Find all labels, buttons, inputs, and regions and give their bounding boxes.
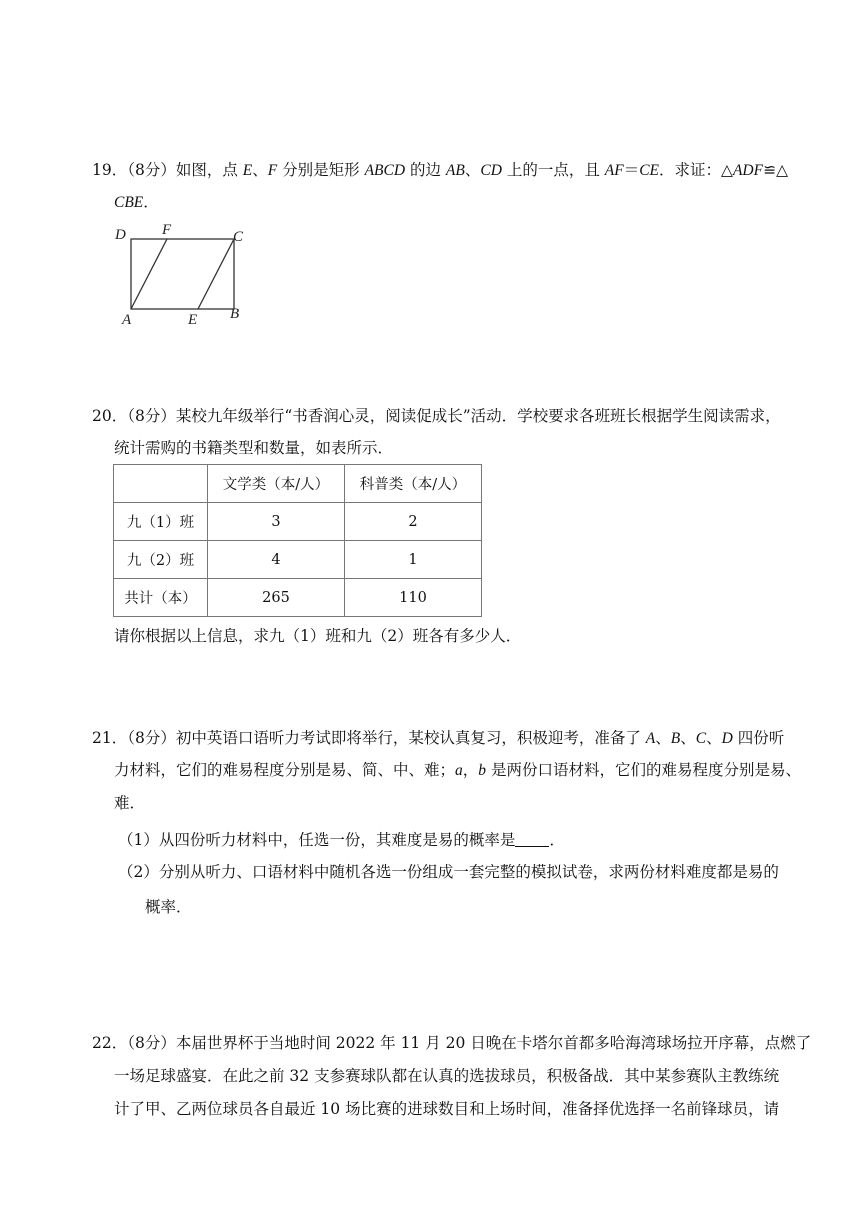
table-cell: 九（1）班 <box>114 503 208 541</box>
q21-sub-question-2-line-1: （2）分别从听力、口语材料中随机各选一份组成一套完整的模拟试卷，求两份材料难度都是易的 <box>118 863 779 881</box>
label-d: D <box>115 227 126 243</box>
q20-line-1: 20．（8分）某校九年级举行“书香润心灵，阅读促成长”活动．学校要求各班班长根据学生阅读需求， <box>92 407 781 425</box>
table-cell: 共计（本） <box>114 579 208 617</box>
label-b: B <box>230 306 240 322</box>
q19-line-2: CBE． <box>114 193 159 211</box>
table-cell: 110 <box>345 579 482 617</box>
table-cell: 九（2）班 <box>114 541 208 579</box>
table-cell: 3 <box>208 503 345 541</box>
segment-ec <box>198 239 234 309</box>
table-cell: 4 <box>208 541 345 579</box>
table-header-cell: 文学类（本/人） <box>208 465 345 503</box>
q22-line-1: 22．（8分）本届世界杯于当地时间 2022 年 11 月 20 日晚在卡塔尔首都多哈海湾球场拉开序幕，点燃了 <box>92 1034 812 1052</box>
q20-question: 请你根据以上信息，求九（1）班和九（2）班各有多少人． <box>114 627 522 645</box>
label-a: A <box>122 312 132 328</box>
table-row <box>114 541 482 579</box>
label-e: E <box>188 312 198 328</box>
q21-sub-question-1: （1）从四份听力材料中，任选一份，其难度是易的概率是 ． <box>118 831 565 849</box>
label-c: C <box>233 229 244 245</box>
rectangle-figure <box>112 220 252 330</box>
table-header-cell <box>114 465 208 503</box>
table-cell: 2 <box>345 503 482 541</box>
segment-af <box>131 239 167 309</box>
table-cell: 1 <box>345 541 482 579</box>
q21-line-1: 21．（8分）初中英语口语听力考试即将举行，某校认真复习，积极迎考，准备了 A、B、C、D 四份听 <box>92 729 785 747</box>
q21-sub-question-2-line-2: 概率． <box>145 898 192 916</box>
q20-line-2: 统计需购的书籍类型和数量，如表所示． <box>114 439 394 457</box>
rectangle-abcd <box>131 239 234 309</box>
table-header-cell: 科普类（本/人） <box>345 465 482 503</box>
table-cell: 265 <box>208 579 345 617</box>
q22-line-3: 计了甲、乙两位球员各自最近 10 场比赛的进球数目和上场时间，准备择优选择一名前锋球员，请 <box>114 1100 780 1118</box>
table-header-row <box>114 465 482 503</box>
table-row <box>114 579 482 617</box>
label-f: F <box>162 222 172 238</box>
answer-blank <box>515 831 549 847</box>
q21-line-2: 力材料，它们的难易程度分别是易、简、中、难；a，b 是两份口语材料，它们的难易程度分别是易、 <box>114 761 801 779</box>
table-row <box>114 503 482 541</box>
book-table <box>113 464 482 617</box>
q22-line-2: 一场足球盛宴．在此之前 32 支参赛球队都在认真的选拔球员，积极备战．其中某参赛队主教练统 <box>114 1067 780 1085</box>
q21-line-3: 难． <box>114 794 146 812</box>
q19-line-1: 19．（8分）如图，点 E、F 分别是矩形 ABCD 的边 AB、CD 上的一点，且 AF＝CE．求证：△ADF≌△ <box>92 161 789 179</box>
